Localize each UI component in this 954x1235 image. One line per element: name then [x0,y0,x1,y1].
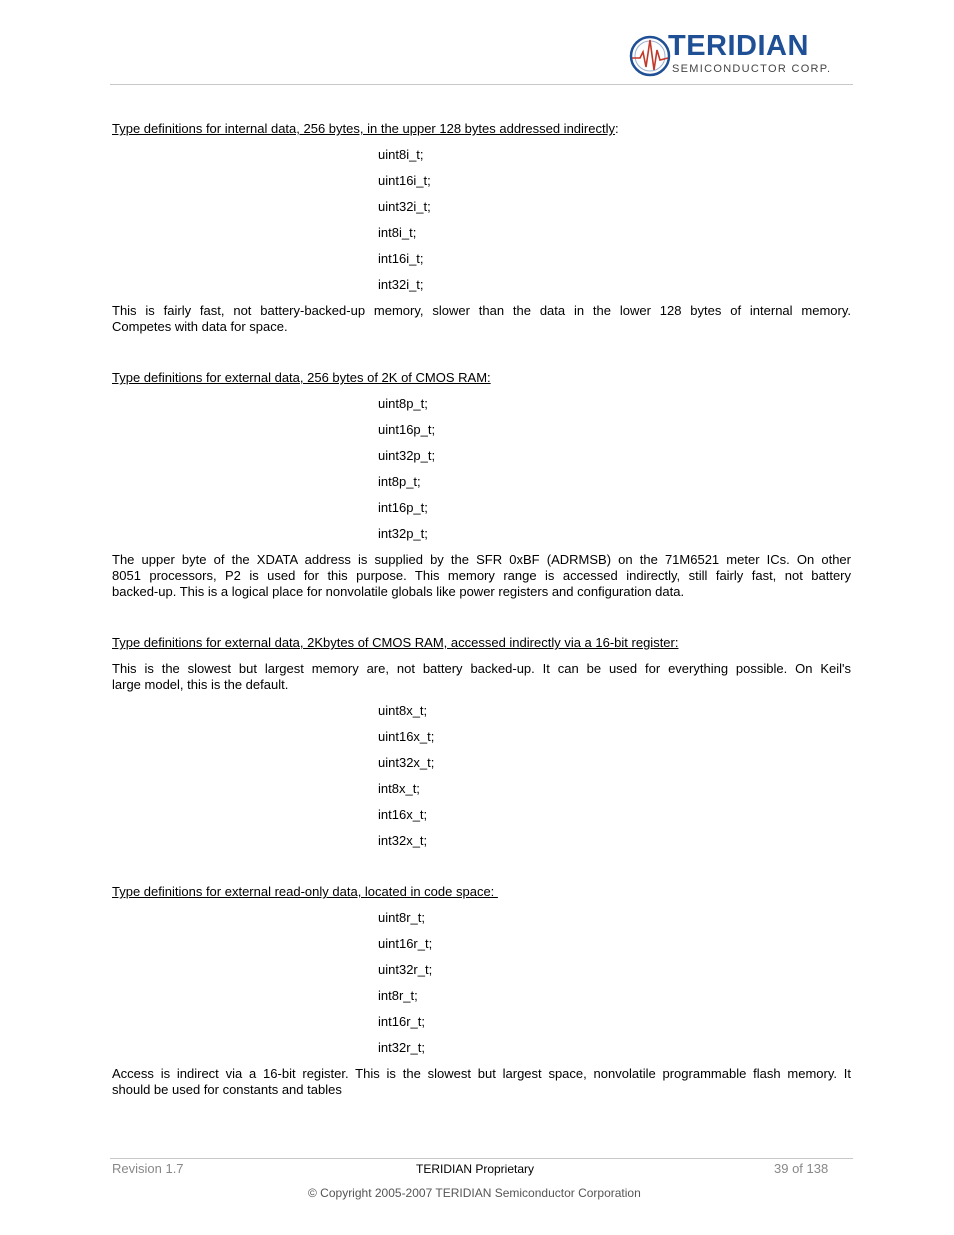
type-uint16p: uint16p_t; [378,422,436,437]
type-uint32r: uint32r_t; [378,962,433,977]
paragraph-line: large model, this is the default. [112,677,289,692]
section-4-paragraph [112,1066,851,1098]
section-1-heading [112,121,619,136]
section-3-paragraph [112,661,851,693]
type-int16x: int16x_t; [378,807,428,822]
type-uint8p: uint8p_t; [378,396,428,411]
type-int8r: int8r_t; [378,988,418,1003]
paragraph-line: Access is indirect via a 16-bit register. This is the slowest but largest space, nonvolatile programmable flash memory. It [112,1066,851,1081]
type-int16r: int16r_t; [378,1014,425,1029]
type-int16p: int16p_t; [378,500,428,515]
teridian-logo [628,32,833,80]
type-int8i: int8i_t; [378,225,417,240]
type-uint16i: uint16i_t; [378,173,431,188]
section-4-heading: Type definitions for external read-only data, located in code space: [112,884,498,899]
type-int32p: int32p_t; [378,526,428,541]
logo-subtitle: SEMICONDUCTOR CORP. [672,63,832,75]
type-int32i: int32i_t; [378,277,424,292]
header-rule [110,84,853,85]
type-uint16x: uint16x_t; [378,729,435,744]
footer-page-number: 39 of 138 [774,1161,829,1176]
type-uint32x: uint32x_t; [378,755,435,770]
type-int8x: int8x_t; [378,781,420,796]
type-uint32i: uint32i_t; [378,199,431,214]
paragraph-line: should be used for constants and tables [112,1082,342,1097]
section-1-heading-colon: : [614,121,619,136]
type-uint8i: uint8i_t; [378,147,424,162]
section-2-heading: Type definitions for external data, 256 bytes of 2K of CMOS RAM: [112,370,491,385]
footer-proprietary: TERIDIAN Proprietary [416,1162,535,1176]
type-int8p: int8p_t; [378,474,421,489]
logo-wordmark: TERIDIAN [668,30,809,62]
paragraph-line: This is fairly fast, not battery-backed-up memory, slower than the data in the lower 128 bytes of internal memory. [112,303,851,318]
logo-emblem-icon [628,34,672,78]
paragraph-line: This is the slowest but largest memory are, not battery backed-up. It can be used for everything possible. On Keil's [112,661,851,676]
type-uint8x: uint8x_t; [378,703,428,718]
section-3-heading: Type definitions for external data, 2Kbytes of CMOS RAM, accessed indirectly via a 16-bit register: [112,635,679,650]
section-1-paragraph [112,303,851,335]
footer-rule [110,1158,853,1159]
paragraph-line: 8051 processors, P2 is used for this purpose. This memory range is accessed indirectly, still fairly fast, not battery [112,568,851,583]
section-2-paragraph [112,552,851,600]
footer-revision: Revision 1.7 [112,1161,184,1176]
type-int16i: int16i_t; [378,251,424,266]
footer-copyright: © Copyright 2005-2007 TERIDIAN Semiconductor Corporation [308,1186,641,1200]
section-1-heading-text: Type definitions for internal data, 256 bytes, in the upper 128 bytes addressed indirectly [112,121,615,136]
type-int32r: int32r_t; [378,1040,425,1055]
type-uint32p: uint32p_t; [378,448,436,463]
type-uint16r: uint16r_t; [378,936,433,951]
paragraph-line: Competes with data for space. [112,319,288,334]
type-int32x: int32x_t; [378,833,428,848]
paragraph-line: backed-up. This is a logical place for nonvolatile globals like power registers and configuration data. [112,584,685,599]
type-uint8r: uint8r_t; [378,910,425,925]
paragraph-line: The upper byte of the XDATA address is supplied by the SFR 0xBF (ADRMSB) on the 71M6521 meter ICs. On other [112,552,851,567]
